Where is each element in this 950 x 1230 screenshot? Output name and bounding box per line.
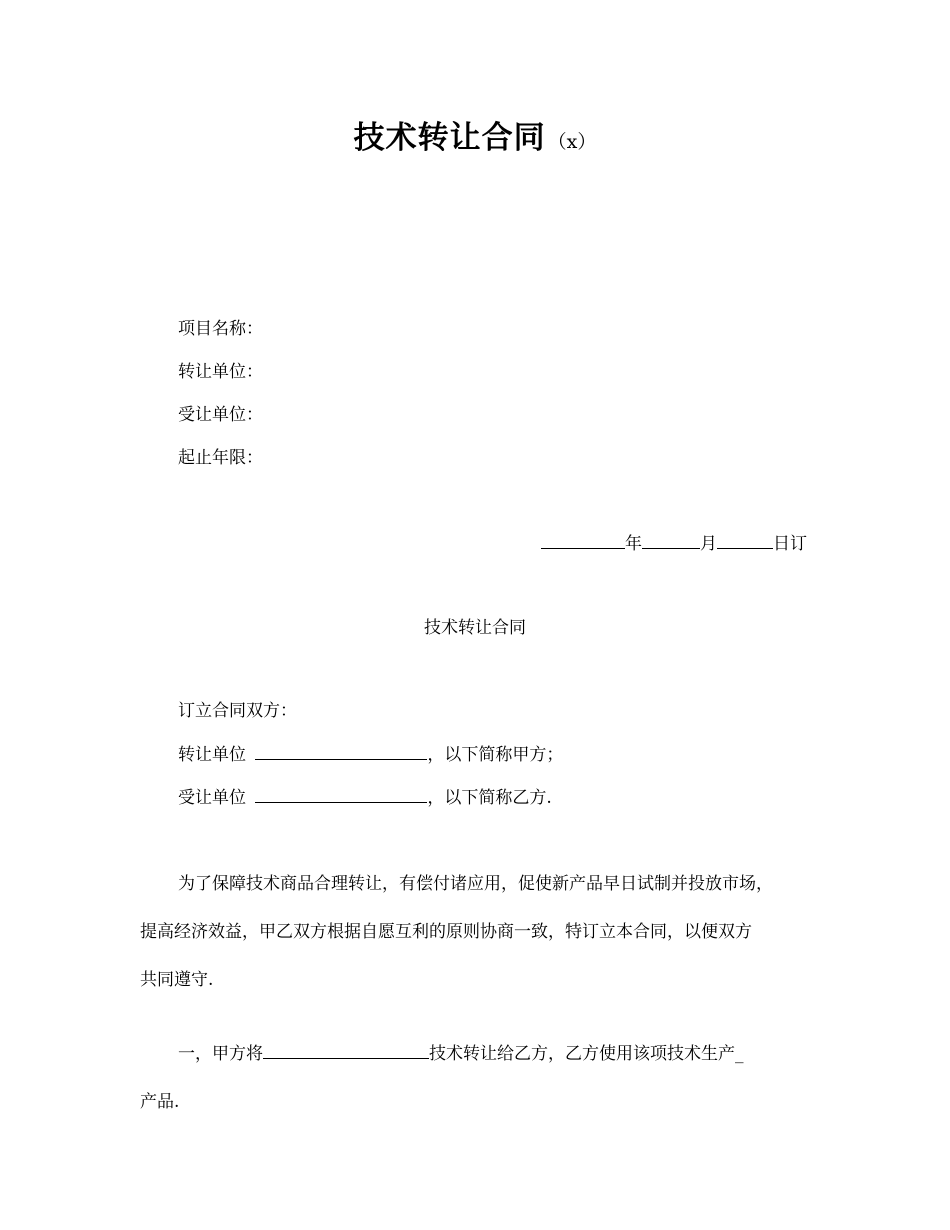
transferee-label: 受让单位 (178, 788, 246, 808)
transferor-suffix: ，以下简称甲方； (427, 745, 564, 765)
transferee-suffix: ，以下简称乙方. (427, 788, 552, 808)
transferee-blank (255, 786, 427, 803)
field-transferee: 受让单位： (178, 405, 263, 425)
purpose-line-1: 为了保障技术商品合理转让，有偿付诸应用，促使新产品早日试制并投放市场， (178, 874, 773, 894)
field-transferor: 转让单位： (178, 362, 263, 382)
transferor-label: 转让单位 (178, 745, 246, 765)
clause-1-line-2: 产品. (140, 1092, 180, 1112)
contract-subtitle: 技术转让合同 (424, 618, 526, 638)
date-line (541, 532, 807, 555)
month-label: 月 (700, 534, 717, 554)
technology-blank (263, 1042, 429, 1059)
field-term: 起止年限： (178, 448, 263, 468)
clause-1-tail: _ (735, 1044, 744, 1064)
transferee-line (178, 786, 552, 809)
parties-heading: 订立合同双方： (178, 701, 297, 721)
purpose-line-2: 提高经济效益，甲乙双方根据自愿互利的原则协商一致，特订立本合同，以便双方 (140, 922, 752, 942)
purpose-paragraph (140, 860, 830, 1004)
day-label: 日订 (773, 534, 807, 554)
document-title (0, 112, 950, 157)
clause-1-middle: 技术转让给乙方，乙方使用该项技术生产 (429, 1044, 735, 1064)
field-project-name: 项目名称： (178, 319, 263, 339)
title-suffix: （x） (547, 131, 597, 153)
title-main: 技术转让合同 (353, 120, 546, 156)
transferor-line (178, 743, 563, 766)
day-blank (717, 532, 773, 549)
year-blank (541, 532, 625, 549)
month-blank (642, 532, 700, 549)
clause-1 (140, 1030, 830, 1126)
clause-1-prefix: 一，甲方将 (178, 1044, 263, 1064)
year-label: 年 (625, 534, 642, 554)
purpose-line-3: 共同遵守. (140, 970, 214, 990)
transferor-blank (255, 743, 427, 760)
